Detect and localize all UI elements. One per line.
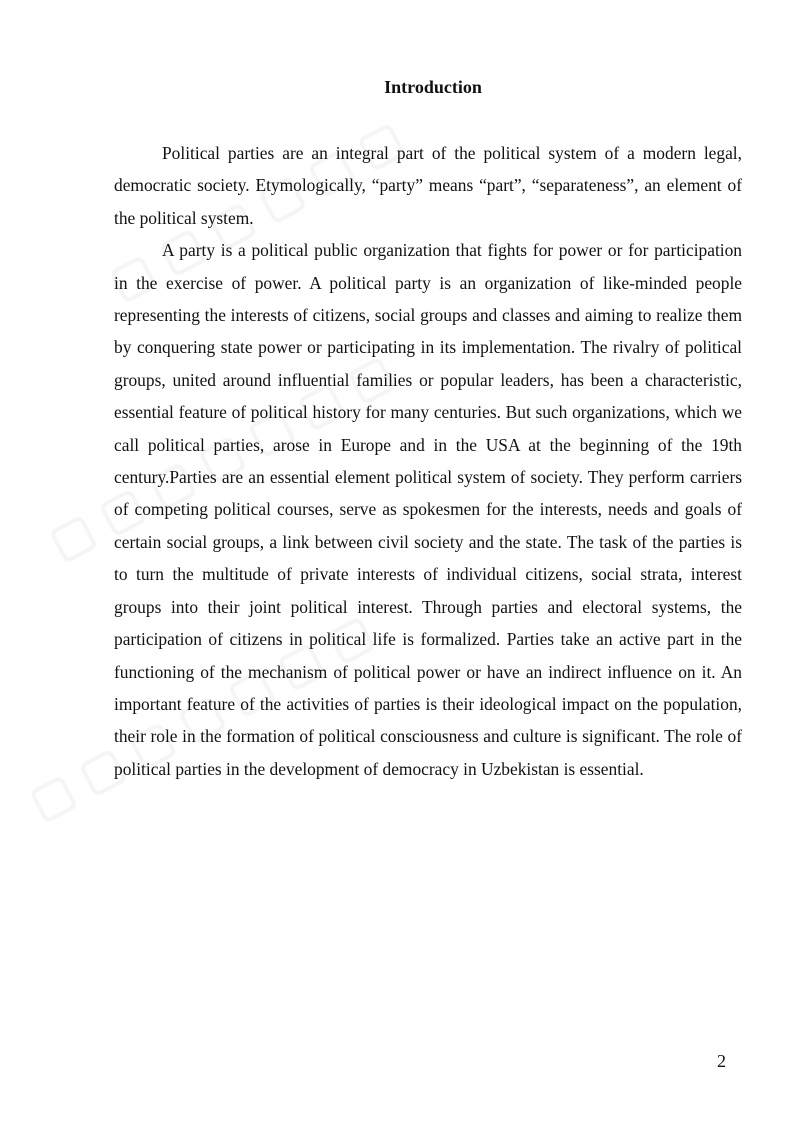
paragraph: Political parties are an integral part of the political system of a modern legal, democratic society. Etymologically, “party” means “part”, “separateness”, an element of the political system.: [114, 143, 742, 228]
paragraph: A party is a political public organization that fights for power or for participation in the exercise of power. A political party is an organization of like-minded people representing the interests of citizens, social groups and classes and aiming to realize them by conquering state power or participating in its implementation. The rivalry of political groups, united around influential families or popular leaders, has been a characteristic, essential feature of political history for many centuries. But such organizations, which we call political parties, arose in Europe and in the USA at the beginning of the 19th century.Parties are an essential element political system of society. They perform carriers of competing political courses, serve as spokesmen for the interests, needs and goals of certain social groups, a link between civil society and the state. The task of the parties is to turn the multitude of private interests of individual citizens, social strata, interest groups into their joint political interest. Through parties and electoral systems, the participation of citizens in political life is formalized. Parties take an active part in the functioning of the mechanism of political power or have an indirect influence on it. An important feature of the activities of parties is their ideological impact on the population, their role in the formation of political consciousness and culture is significant. The role of political parties in the development of democracy in Uzbekistan is essential.: [114, 240, 742, 779]
page-title: Introduction: [384, 77, 482, 97]
document-body: [114, 137, 742, 785]
page-number: 2: [717, 1051, 726, 1071]
